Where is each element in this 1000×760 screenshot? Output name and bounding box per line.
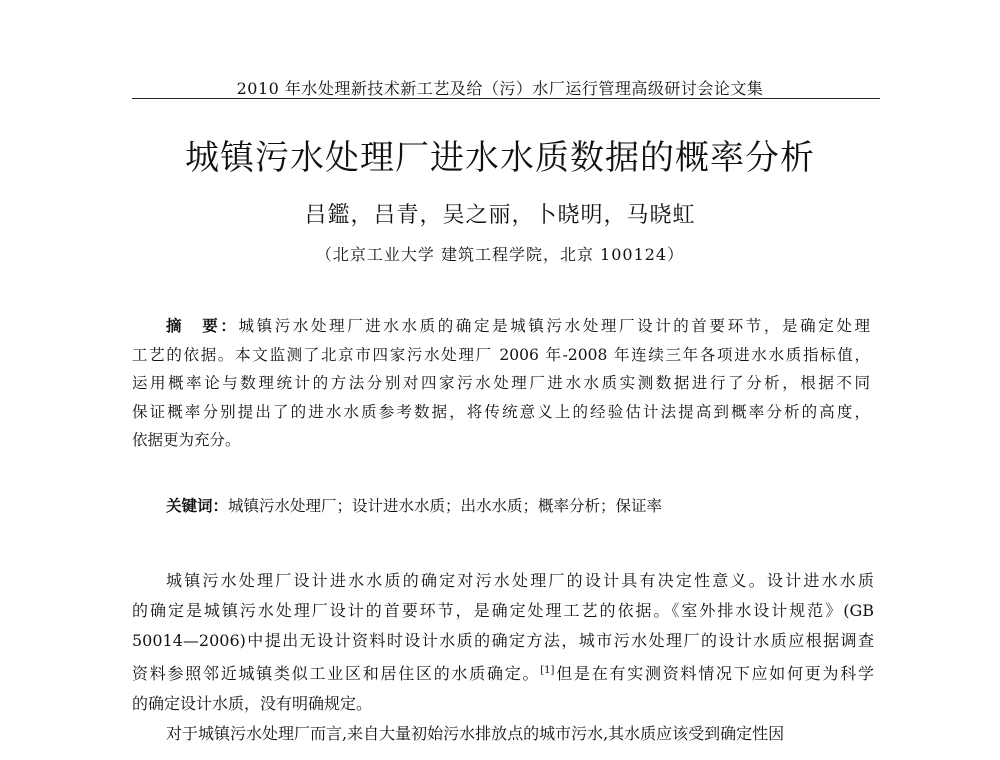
paper-title: 城镇污水处理厂进水水质数据的概率分析	[185, 138, 815, 178]
keywords-label: 关键词：	[166, 497, 229, 515]
body-text-segment: 资料参照邻近城镇类似工业区和居住区的水质确定。	[132, 664, 541, 683]
body-line: 的确定设计水质，没有明确规定。	[132, 694, 373, 713]
body-line: 对于城镇污水处理厂而言,来自大量初始污水排放点的城市污水,其水质应该受到确定性因	[166, 724, 785, 743]
abstract-line: 工艺的依据。本文监测了北京市四家污水处理厂 2006 年-2008 年连续三年各项进水水质指标值，	[132, 345, 870, 364]
body-line: 城镇污水处理厂设计进水水质的确定对污水处理厂的设计具有决定性意义。设计进水水质	[166, 571, 874, 590]
body-line	[132, 656, 874, 689]
body-line: 的确定是城镇污水处理厂设计的首要环节，是确定处理工艺的依据。《室外排水设计规范》(GB	[132, 601, 874, 620]
abstract-line: 运用概率论与数理统计的方法分别对四家污水处理厂进水水质实测数据进行了分析，根据不同	[132, 374, 870, 392]
affiliation: （北京工业大学 建筑工程学院，北京 100124）	[315, 245, 685, 264]
citation-ref[interactable]: [1]	[540, 665, 555, 676]
running-header: 2010 年水处理新技术新工艺及给（污）水厂运行管理高级研讨会论文集	[236, 79, 764, 98]
header-rule	[132, 98, 880, 99]
abstract-line	[132, 312, 870, 341]
body-text-segment: 但是在有实测资料情况下应如何更为科学	[554, 664, 874, 683]
abstract	[132, 312, 870, 455]
keywords	[166, 494, 870, 516]
abstract-text: 城镇污水处理厂进水水质的确定是城镇污水处理厂设计的首要环节，是确定处理	[238, 317, 870, 335]
author-list: 吕鑑，吕青，吴之丽，卜晓明，马晓虹	[304, 203, 696, 228]
keywords-text: 城镇污水处理厂；设计进水水质；出水水质；概率分析；保证率	[228, 497, 663, 515]
abstract-line: 依据更为充分。	[132, 431, 241, 449]
abstract-label: 摘 要：	[166, 317, 239, 335]
body-text	[132, 566, 874, 749]
body-line: 50014—2006)中提出无设计资料时设计水质的确定方法，城市污水处理厂的设计水质应根据调查	[132, 631, 874, 650]
abstract-line: 保证概率分别提出了的进水水质参考数据，将传统意义上的经验估计法提高到概率分析的高度，	[132, 402, 870, 421]
